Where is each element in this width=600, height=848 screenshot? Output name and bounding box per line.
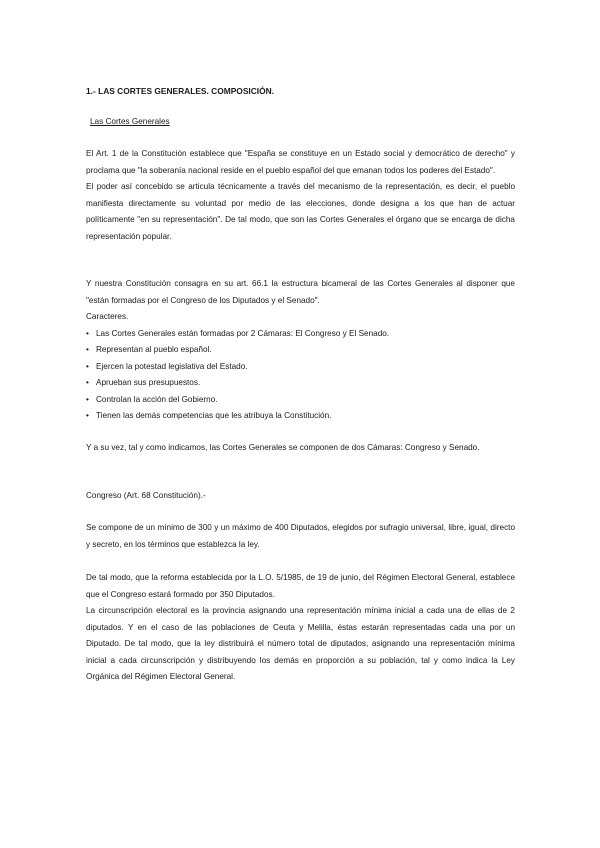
list-item: • Controlan la acción del Gobierno. [86, 392, 515, 409]
intro-paragraph-1: El Art. 1 de la Constitución establece que "España se constituye en un Estado social y democrático de derecho" y proclama que "la soberanía nacional reside en el pueblo español del que emanan todos los poderes del Estado". [86, 149, 515, 175]
list-item: • Las Cortes Generales están formadas por 2 Cámaras: El Congreso y El Senado. [86, 326, 515, 343]
intro-section [86, 146, 515, 245]
reform-section [86, 570, 515, 686]
intro-paragraph-2: El poder así concebido se articula técnicamente a través del mecanismo de la representación, es decir, el pueblo manifiesta directamente su voluntad por medio de las elecciones, donde designa a los que han de actuar políticamente "en su representación". De tal modo, que son las Cortes Generales el órgano que se encarga de dicha representación popular. [86, 182, 515, 241]
page-title: 1.- LAS CORTES GENERALES. COMPOSICIÓN. [86, 86, 274, 96]
reform-paragraph-2: La circunscripción electoral es la provincia asignando una representación mínima inicial a cada una de ellas de 2 diputados. Y en el caso de las poblaciones de Ceuta y Melilla, éstas estarán representadas cada una por un Diputado. De tal modo, que la ley distribuirá el número total de diputados, asignando una representación mínima inicial a cada circunscripción y distribuyendo los demás en proporción a su población, tal y como indica la Ley Orgánica del Régimen Electoral General. [86, 606, 515, 681]
reform-paragraph-1: De tal modo, que la reforma establecida por la L.O. 5/1985, de 19 de junio, del Régimen Electoral General, establece que el Congreso estará formado por 350 Diputados. [86, 573, 515, 599]
constitution-section [86, 276, 515, 425]
list-item: • Aprueban sus presupuestos. [86, 375, 515, 392]
section-subtitle: Las Cortes Generales [90, 117, 170, 126]
characteristics-list [86, 326, 515, 425]
characteristics-label: Caracteres. [86, 312, 129, 321]
list-item: • Representan al pueblo español. [86, 342, 515, 359]
list-item: • Tienen las demás competencias que les atribuya la Constitución. [86, 408, 515, 425]
list-item: • Ejercen la potestad legislativa del Estado. [86, 359, 515, 376]
constitution-paragraph: Y nuestra Constitución consagra en su art. 66.1 la estructura bicameral de las Cortes Generales al disponer que "están formadas por el Congreso de los Diputados y el Senado". [86, 279, 515, 305]
congreso-heading: Congreso (Art. 68 Constitución).- [86, 491, 206, 500]
congreso-paragraph: Se compone de un mínimo de 300 y un máximo de 400 Diputados, elegidos por sufragio universal, libre, igual, directo y secreto, en los términos que establezca la ley. [86, 523, 515, 549]
chambers-paragraph: Y a su vez, tal y como indicamos, las Cortes Generales se componen de dos Cámaras: Congreso y Senado. [86, 443, 480, 452]
congreso-section [86, 520, 515, 553]
chambers-section [86, 440, 515, 457]
